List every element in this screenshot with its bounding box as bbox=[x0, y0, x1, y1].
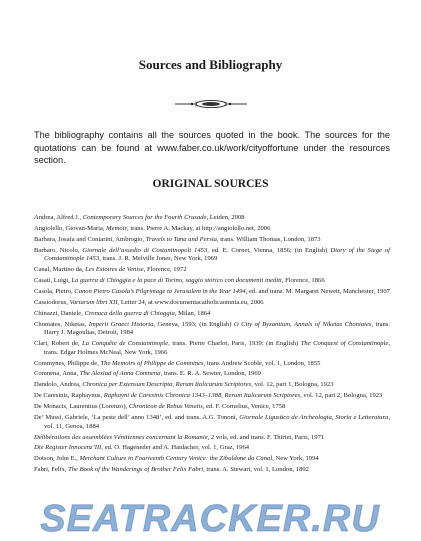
bibliography-entry bbox=[34, 403, 390, 412]
entry-text: , 2 vols, ed. and trans. F. Thiriet, Paris, 1971 bbox=[207, 433, 325, 441]
entry-text: Comnena, Anna, bbox=[34, 370, 80, 378]
entry-title: La guerra di Chioggia e la pace di Torino, saggio storico con documenti inediti bbox=[71, 277, 282, 285]
entry-title: Giornale dell’assedio di Costantinopoli 1453 bbox=[82, 246, 208, 254]
entry-text: Dandolo, Andrea, bbox=[34, 381, 83, 389]
entry-text: , Florence, 1866 bbox=[281, 277, 325, 285]
entry-text: Barbara, Josafa and Contarini, Ambrogio, bbox=[34, 235, 146, 243]
entry-title: Cronaca della guerra di Chioggia bbox=[84, 309, 175, 317]
entry-title: La Conquête de Constantinople bbox=[82, 340, 169, 348]
entry-text: Choniates, Niketas, bbox=[34, 320, 89, 328]
entry-text: , New York, 1994 bbox=[272, 455, 319, 463]
entry-text: Cassiodorus, bbox=[34, 298, 70, 306]
entry-title: The Conquest of Constantinople bbox=[300, 340, 389, 348]
entry-title: Canon Pietro Casola’s Pilgrimage to Jerusalem in the Year 1494 bbox=[74, 287, 246, 295]
entry-text: , trans. E. R. A. Sewter, London, 1969 bbox=[160, 370, 261, 378]
entry-text: Chinazzi, Daniele, bbox=[34, 309, 85, 317]
entry-title: Les Estoires de Venise bbox=[85, 266, 144, 274]
bibliography-entry bbox=[34, 340, 390, 357]
bibliography-entry bbox=[34, 225, 390, 234]
entry-text: , vol. 12, part 2, Bologna, 1923 bbox=[300, 392, 383, 400]
entry-title: Variarum libri XII bbox=[69, 298, 118, 306]
entry-title: Chronicon de Rebus Venetis bbox=[128, 403, 203, 411]
entry-text: Dotson, John E., bbox=[34, 455, 80, 463]
entry-text: Casola, Pietro, bbox=[34, 287, 75, 295]
bibliography-entry bbox=[34, 247, 390, 264]
entry-text: Fabri, Felix, bbox=[34, 466, 69, 474]
entry-text: Andrea, Alfred J., bbox=[34, 214, 83, 221]
entry-text: , ed. and trans. M. Margaret Newett, Manchester, 1907 bbox=[245, 287, 390, 295]
entry-text: Barbaro, Nicolo, bbox=[34, 246, 83, 254]
bibliography-entry bbox=[34, 370, 390, 379]
entry-text: , vol. 11, Genoa, 1884 bbox=[44, 414, 390, 430]
entry-text: , trans. William Thomas, London, 1873 bbox=[216, 235, 321, 243]
entry-title: The Memoirs of Philippe de Commines bbox=[100, 359, 204, 367]
entry-text: , trans. J. R. Melville Jones, New York, 1969 bbox=[99, 255, 218, 263]
bibliography-entry bbox=[34, 414, 390, 431]
bibliography-entry bbox=[34, 455, 390, 464]
entry-text: Canal, Martino da, bbox=[34, 266, 86, 274]
entry-title: The Alexiad of Anna Comnena bbox=[79, 370, 161, 378]
bibliography-entry bbox=[34, 266, 390, 275]
entry-title: Merchant Culture in Fourteenth Century Venice: the Zibaldone da Canal bbox=[79, 455, 273, 463]
entry-text: , Geneva, 1593; (in English) bbox=[153, 320, 234, 328]
entry-title: Imperii Graeci Historia bbox=[88, 320, 154, 328]
entry-text: Casati, Luigi, bbox=[34, 277, 72, 285]
entry-text: , ed. E. Cornet, Vienna, 1856; (in English) bbox=[207, 246, 331, 254]
entry-text: De Monacis, Laurentius (Lorenzo), bbox=[34, 403, 129, 411]
watermark-text: SEATRACKER.RU bbox=[40, 498, 380, 540]
entry-title: O City of Byzantium, Annals of Niketas Choniates bbox=[233, 320, 372, 328]
page-title: Sources and Bibliography bbox=[138, 57, 283, 72]
bibliography-entry bbox=[34, 299, 390, 308]
entry-text: , vol. 12, part 1, Bologna, 1923 bbox=[251, 381, 334, 389]
entry-title: Raphayni de Caresinis Chronica 1343–1388, Rerum Italicarum Scriptores bbox=[103, 392, 301, 400]
bibliography-entry bbox=[34, 214, 390, 223]
watermark-logo bbox=[0, 495, 421, 541]
entry-text: Clari, Robert de, bbox=[34, 340, 83, 348]
bibliography-entry bbox=[34, 360, 390, 369]
entry-title: Délibérations des assemblées Vénitiennes concernant la Romanie bbox=[34, 433, 208, 441]
bibliography-entry bbox=[34, 277, 390, 286]
bibliography-entry bbox=[34, 444, 390, 453]
divider-ornament-icon bbox=[175, 99, 247, 109]
entry-text: , trans. Harry J. Magoulias, Detroit, 1984 bbox=[44, 320, 391, 337]
bibliography-entry bbox=[34, 310, 390, 319]
entry-title: The Book of the Wanderings of Brother Felix Fabri bbox=[68, 466, 204, 474]
entry-title: Memoir bbox=[106, 224, 128, 232]
bibliography-entry bbox=[34, 392, 390, 401]
entry-text: Commynes, Philippe de, bbox=[34, 359, 101, 367]
entry-text: De’ Mussi, Gabriele, ‘La peste dell’ anno 1348’, ed. and trans. A.G. Tononi, bbox=[34, 414, 240, 422]
entry-title: Chronica per Extensum Descripta, Rerum Italicarum Scriptores bbox=[82, 381, 252, 389]
entry-text: , trans. Pierre A. Mackay, at http://angiolello.net, 2006 bbox=[127, 224, 271, 232]
entry-text: Angiolello, Giovan-Maria, bbox=[34, 224, 107, 232]
entry-title: Diary of the Siege of Constantinople 1453 bbox=[44, 246, 390, 263]
entry-text: De Caresinis, Raphaynus, bbox=[34, 392, 104, 400]
entry-text: , Milan, 1864 bbox=[174, 309, 211, 317]
bibliography-list bbox=[34, 214, 390, 477]
bibliography-entry bbox=[34, 381, 390, 390]
entry-title: Contemporary Sources for the Fourth Crusade bbox=[82, 214, 207, 221]
entry-text: , trans. Edgar Holmes McNeal, New York, 1966 bbox=[44, 340, 391, 356]
section-title: ORIGINAL SOURCES bbox=[152, 178, 269, 190]
entry-text: , trans Andrew Scoble, vol. 1, London, 1855 bbox=[203, 359, 321, 367]
intro-paragraph: The bibliography contains all the sources quoted in the book. The sources for the quotations can be found at www.faber.co.uk/work/cityoffortune under the resources section. bbox=[34, 130, 390, 165]
bibliography-entry bbox=[34, 321, 390, 338]
entry-text: , Florence, 1972 bbox=[143, 266, 187, 274]
entry-text: , Leiden, 2008 bbox=[206, 214, 245, 221]
bibliography-entry bbox=[34, 434, 390, 443]
entry-text: , ed. O. Hageneder and A. Haidacher, vol. 1, Graz, 1964 bbox=[101, 444, 250, 452]
entry-title: Die Register Innocenz’III bbox=[34, 444, 102, 452]
entry-title: Travels to Tana and Persia bbox=[145, 235, 217, 243]
entry-text: , Letter 24, at www.documentacatholicaomnia.eu, 2006 bbox=[117, 298, 264, 306]
bibliography-entry bbox=[34, 236, 390, 245]
bibliography-entry bbox=[34, 288, 390, 297]
entry-text: , trans. A. Stewart, vol. 1, London, 1892 bbox=[203, 466, 309, 474]
bibliography-entry bbox=[34, 466, 390, 475]
entry-title: Giornale Ligustico de Archeologia, Storia e Letteratura bbox=[239, 414, 389, 422]
entry-text: , ed. F. Cornelius, Venice, 1758 bbox=[202, 403, 286, 411]
entry-text: , trans. Pierre Charlot, Paris, 1939; (in English) bbox=[168, 340, 301, 348]
